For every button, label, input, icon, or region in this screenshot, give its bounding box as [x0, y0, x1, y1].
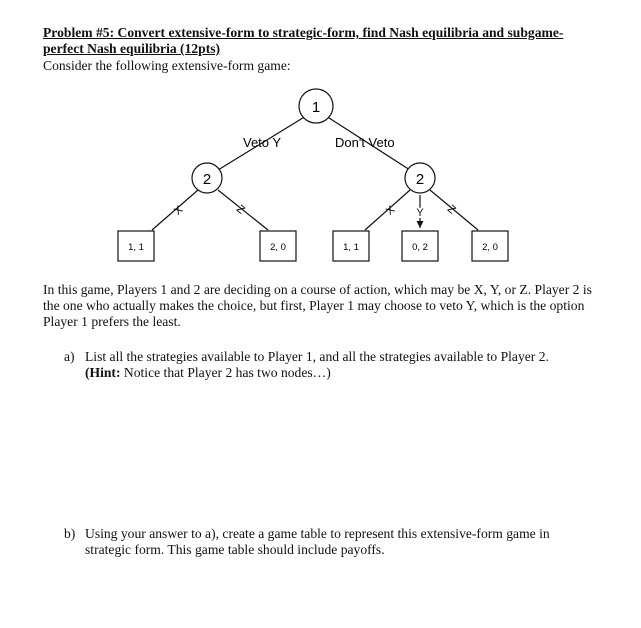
action-y-right: Y — [416, 207, 424, 219]
question-b-text: Using your answer to a), create a game table to represent this extensive-form game in strategic form. This game table should include payoffs. — [85, 526, 550, 557]
problem-title: Problem #5: Convert extensive-form to strategic-form, find Nash equilibria and subgame-perfect Nash equilibria (12pts) — [43, 25, 564, 56]
action-z-right: Z — [444, 203, 458, 217]
question-b-label: b) — [64, 526, 76, 541]
payoff-4: 0, 2 — [412, 242, 428, 253]
game-tree — [0, 0, 641, 280]
root-node-label: 1 — [311, 99, 321, 116]
payoff-box-3 — [333, 231, 369, 261]
problem-intro: Consider the following extensive-form game: — [43, 58, 291, 73]
right-node-label: 2 — [415, 171, 425, 188]
payoff-2: 2, 0 — [270, 242, 286, 253]
branch-right-label: Don't Veto — [335, 135, 395, 150]
payoff-box-5 — [472, 231, 508, 261]
payoff-box-1 — [118, 231, 154, 261]
question-b — [64, 526, 594, 558]
action-x-right: X — [383, 203, 398, 218]
description-paragraph: In this game, Players 1 and 2 are deciding on a course of action, which may be X, Y, or Z. Player 2 is the one who actually makes the choice, but first, Player 1 may choose to veto Y, which is the option Player 1 prefers the least. — [43, 282, 592, 329]
payoff-box-2 — [260, 231, 296, 261]
branch-left-label: Veto Y — [243, 135, 282, 150]
payoff-box-4 — [402, 231, 438, 261]
payoff-5: 2, 0 — [482, 242, 498, 253]
left-node-label: 2 — [202, 171, 212, 188]
question-a-text: List all the strategies available to Player 1, and all the strategies available to Player 2. — [85, 349, 549, 364]
action-z-left: Z — [233, 203, 247, 217]
payoff-3: 1, 1 — [343, 242, 359, 253]
question-a-hint-text: Notice that Player 2 has two nodes…) — [123, 365, 331, 380]
question-a — [64, 349, 594, 381]
payoff-1: 1, 1 — [128, 242, 144, 253]
action-x-left: X — [171, 203, 186, 218]
question-a-hint-label: (Hint: — [85, 365, 121, 380]
question-a-label: a) — [64, 349, 75, 364]
